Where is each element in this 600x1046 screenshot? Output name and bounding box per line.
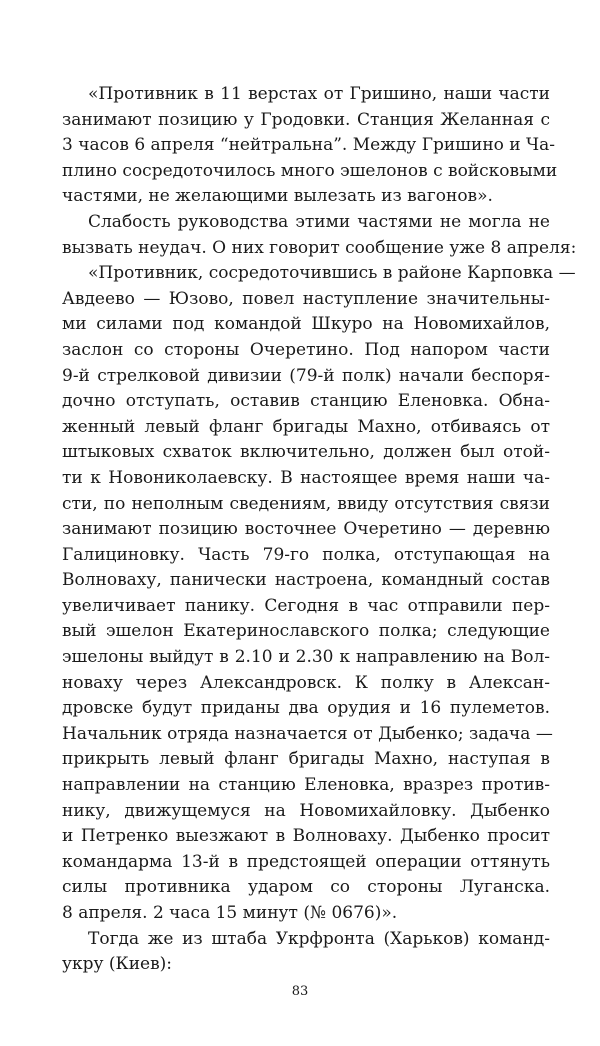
- paragraph: [62, 261, 576, 926]
- text-line: 9-й стрелковой дивизии (79-й полк) начали беспоря-: [62, 365, 550, 386]
- text-line: Начальник отряда назначается от Дыбенко; задача —: [62, 723, 553, 744]
- page-body: [62, 82, 577, 978]
- text-line: Галициновку. Часть 79-го полка, отступающая на: [62, 544, 550, 565]
- text-line: дровске будут приданы два орудия и 16 пулеметов.: [62, 698, 550, 719]
- text-line: нику, движущемуся на Новомихайловку. Дыбенко: [62, 800, 550, 821]
- text-line: прикрыть левый фланг бригады Махно, наступая в: [62, 749, 550, 770]
- text-line: укру (Киев):: [62, 954, 173, 975]
- text-line: занимают позицию у Гродовки. Станция Желанная с: [62, 109, 550, 130]
- text-line: сти, по неполным сведениям, ввиду отсутствия связи: [62, 493, 550, 514]
- text-line: «Противник, сосредоточившись в районе Карповка —: [88, 263, 576, 284]
- text-line: занимают позицию восточнее Очеретино — деревню: [62, 519, 550, 540]
- text-line: силы противника ударом со стороны Луганска.: [62, 877, 550, 898]
- text-line: новаху через Александровск. К полку в Алексан-: [62, 672, 550, 693]
- text-line: Волноваху, панически настроена, командный состав: [62, 570, 550, 591]
- paragraph: [62, 210, 577, 261]
- text-line: направлении на станцию Еленовка, вразрез против-: [62, 775, 550, 796]
- page-number: 83: [291, 984, 309, 999]
- text-line: увеличивает панику. Сегодня в час отправили пер-: [62, 595, 550, 616]
- text-line: женный левый фланг бригады Махно, отбиваясь от: [62, 416, 550, 437]
- text-line: 3 часов 6 апреля “нейтральна”. Между Гришино и Ча-: [62, 135, 556, 156]
- text-line: и Петренко выезжают в Волноваху. Дыбенко просит: [62, 826, 550, 847]
- text-line: эшелоны выйдут в 2.10 и 2.30 к направлению на Вол-: [62, 647, 550, 668]
- text-line: плино сосредоточилось много эшелонов с войсковыми: [62, 160, 558, 181]
- text-line: командарма 13-й в предстоящей операции оттянуть: [62, 851, 550, 872]
- text-line: ми силами под командой Шкуро на Новомихайлов,: [62, 314, 550, 335]
- text-line: заслон со стороны Очеретино. Под напором части: [62, 339, 550, 360]
- text-line: штыковых схваток включительно, должен был отой-: [62, 442, 550, 463]
- text-line: 8 апреля. 2 часа 15 минут (№ 0676)».: [62, 903, 398, 923]
- text-line: «Противник в 11 верстах от Гришино, наши части: [88, 84, 550, 104]
- text-line: частями, не желающими вылезать из вагонов».: [62, 186, 493, 207]
- paragraph: [62, 927, 550, 978]
- text-line: вый эшелон Екатеринославского полка; следующие: [62, 621, 550, 642]
- text-line: ти к Новониколаевску. В настоящее время наши ча-: [62, 467, 550, 488]
- text-line: вызвать неудач. О них говорит сообщение уже 8 апреля:: [62, 237, 577, 258]
- text-line: Тогда же из штаба Укрфронта (Харьков) команд-: [88, 928, 550, 949]
- text-line: Авдеево — Юзово, повел наступление значительны-: [62, 288, 550, 309]
- text-line: Слабость руководства этими частями не могла не: [88, 211, 550, 232]
- text-line: дочно отступать, оставив станцию Еленовка. Обна-: [62, 391, 550, 412]
- paragraph: [62, 82, 558, 210]
